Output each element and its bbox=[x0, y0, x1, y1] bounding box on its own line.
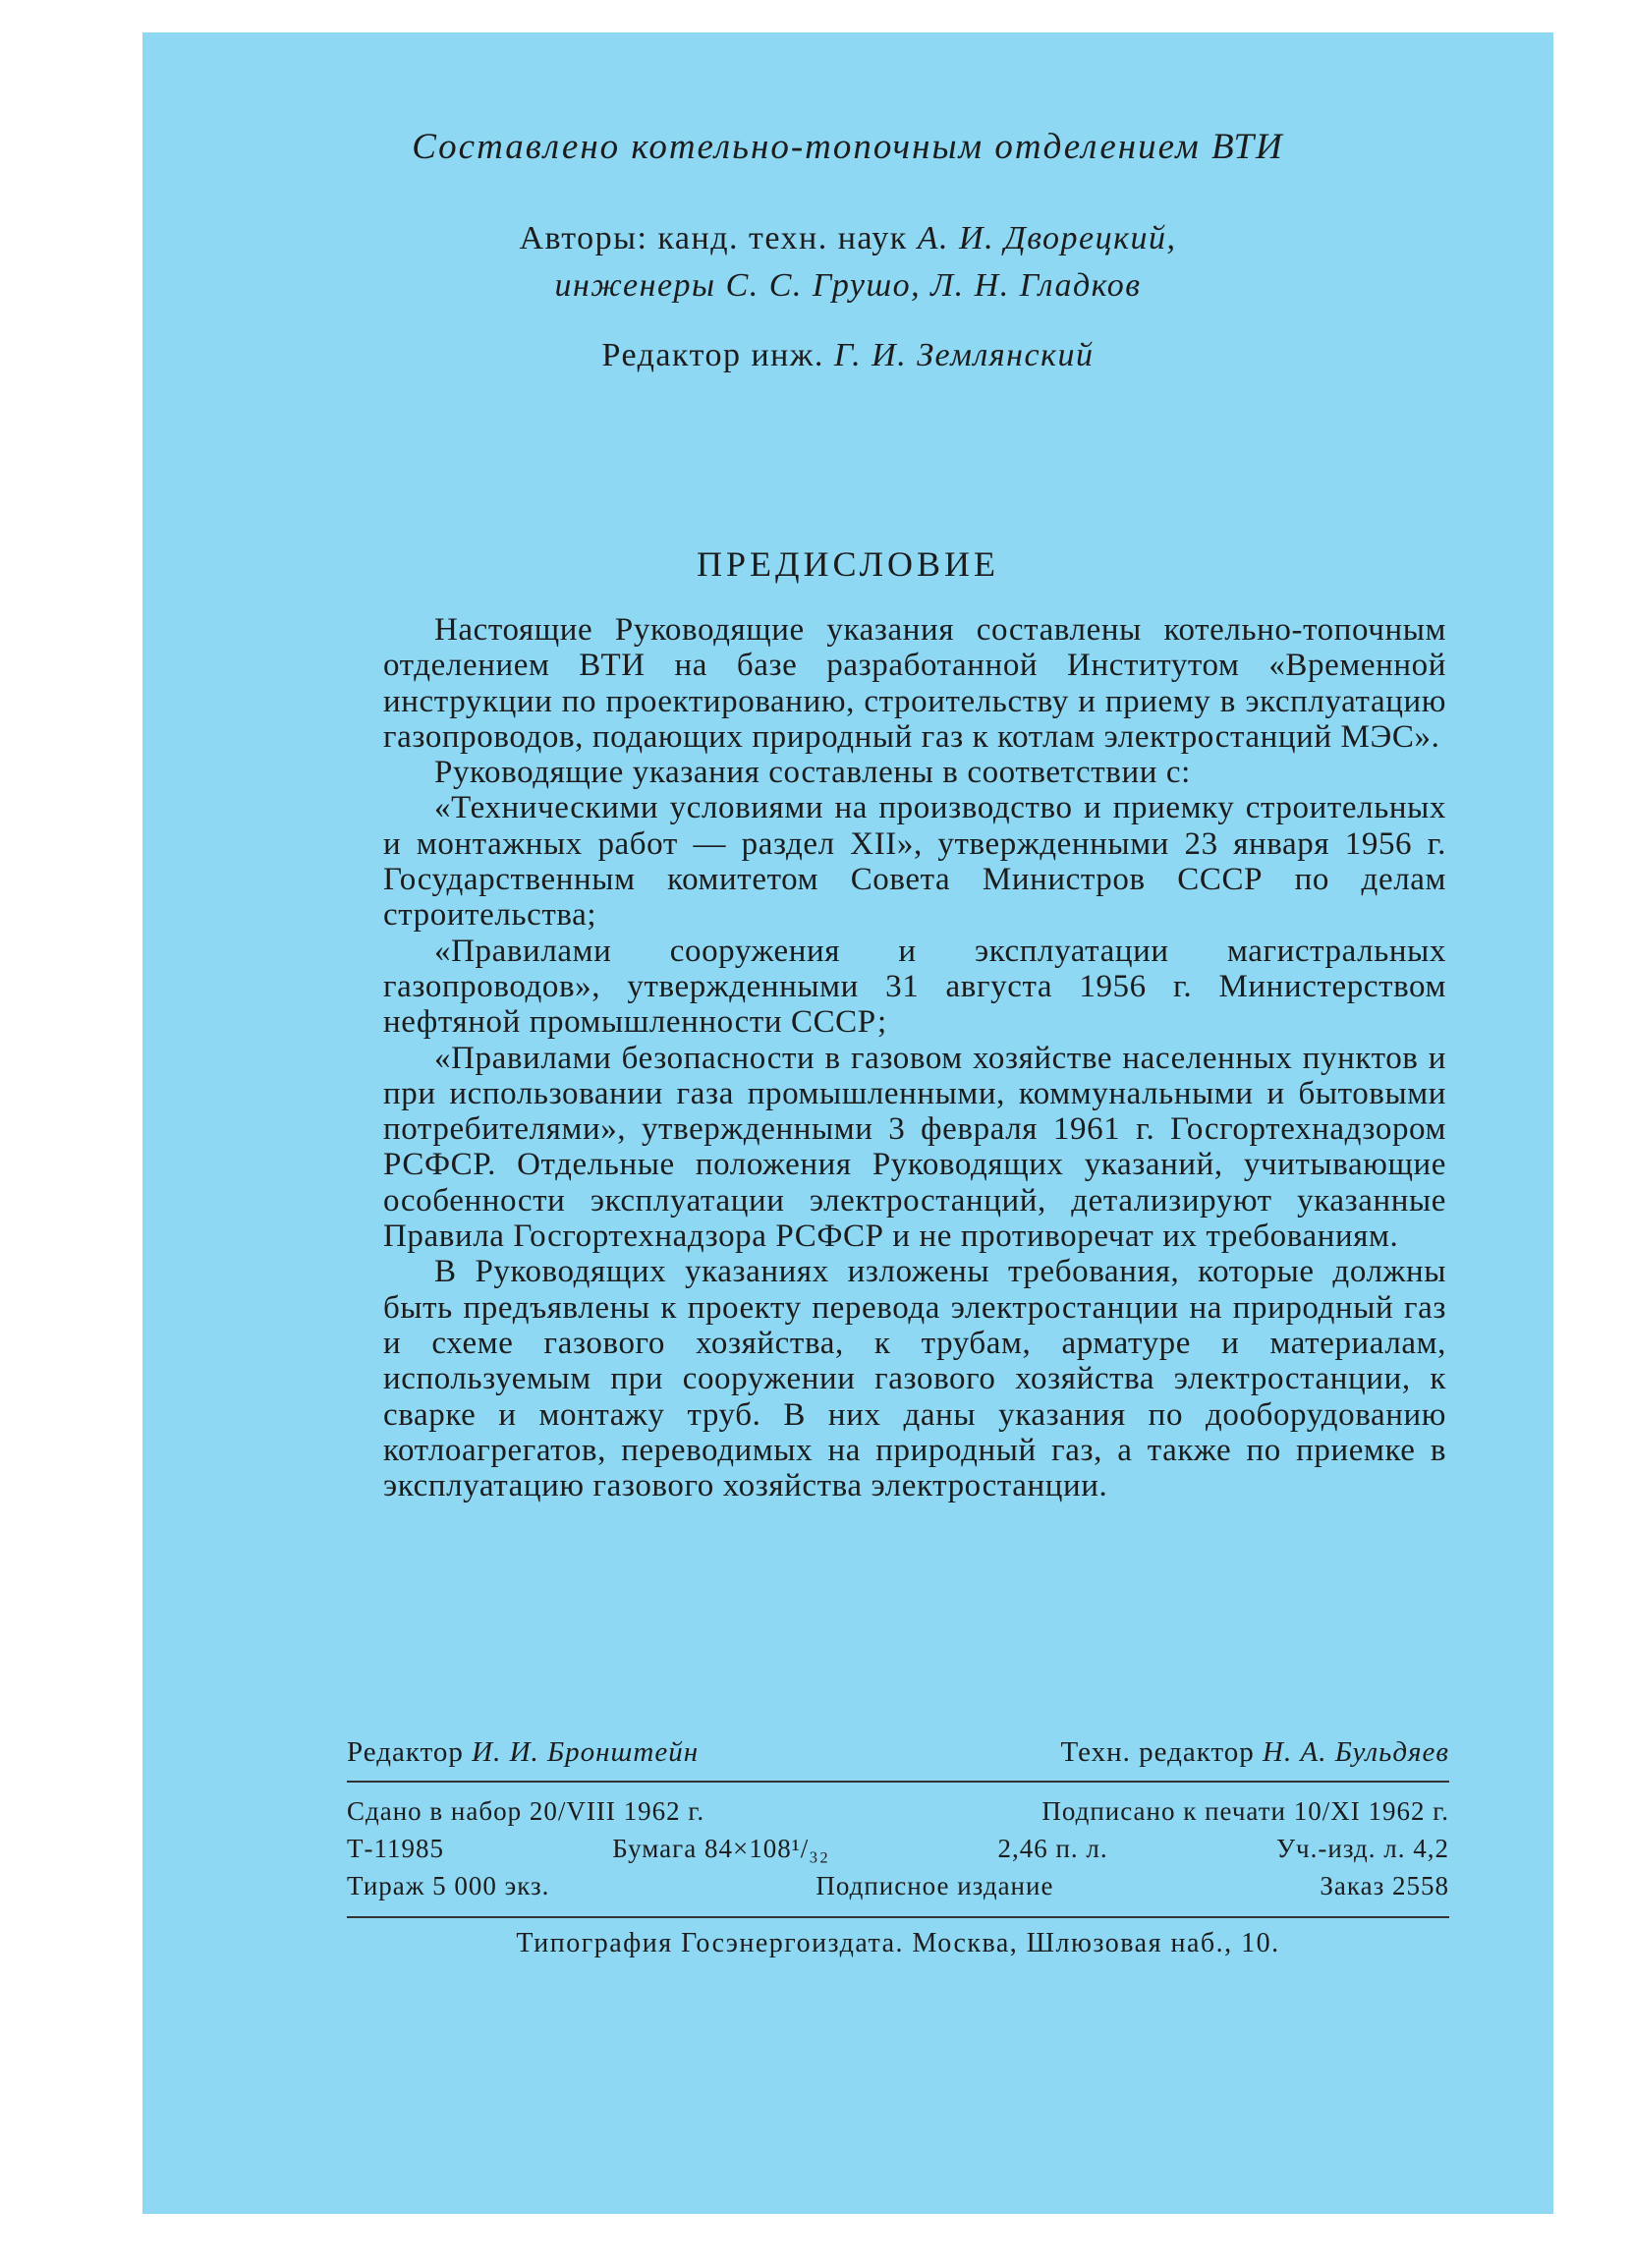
colophon-editor-name: И. И. Бронштейн bbox=[472, 1736, 700, 1768]
print-run: Тираж 5 000 экз. bbox=[347, 1871, 550, 1900]
colophon-rule-bottom bbox=[347, 1916, 1449, 1918]
author-engineers: С. С. Грушо, Л. Н. Гладков bbox=[725, 267, 1142, 304]
authors-block bbox=[142, 215, 1553, 310]
engineers-label: инженеры bbox=[554, 267, 716, 304]
preface-paragraph: В Руководящих указаниях изложены требования, которые должны быть предъявлены к проекту перевода электростанции на природный газ и схеме газового хозяйства, к трубам, арматуре и материалам, используемым при сооружении газового хозяйства электростанции, к сварке и монтажу труб. В них даны указания по дооборудованию котлоагрегатов, переводимых на природный газ, а также по приемке в эксплуатацию газового хозяйства электростанции. bbox=[383, 1254, 1446, 1504]
colophon-row bbox=[347, 1830, 1449, 1867]
preface-paragraph: Руководящие указания составлены в соответствии с: bbox=[434, 755, 1191, 791]
preface-paragraph: «Техническими условиями на производство и приемку строительных и монтажных работ — раздел XII», утвержденными 23 января 1956 г. Государственным комитетом Совета Министров СССР по делам строительства; bbox=[383, 790, 1446, 934]
printed-sheets: 2,46 п. л. bbox=[997, 1834, 1108, 1863]
editor-prefix: Редактор инж. bbox=[601, 337, 824, 373]
authors-prefix: Авторы: канд. техн. наук bbox=[519, 220, 908, 256]
page-sheet bbox=[142, 32, 1553, 2214]
editor-line bbox=[142, 337, 1553, 374]
preface-paragraph: «Правилами сооружения и эксплуатации магистральных газопроводов», утвержденными 31 августа 1956 г. Министерством нефтяной промышленности СССР; bbox=[383, 933, 1446, 1041]
editor-name: Г. И. Землянский bbox=[833, 337, 1095, 373]
colophon-editors bbox=[347, 1736, 1449, 1769]
colophon-row bbox=[347, 1867, 1449, 1904]
colophon-editor-prefix: Редактор bbox=[347, 1736, 464, 1768]
colophon-tech-editor bbox=[1061, 1736, 1449, 1769]
colophon-tech-editor-name: Н. А. Бульдяев bbox=[1263, 1736, 1449, 1768]
title-page-header bbox=[142, 126, 1553, 374]
subscription-edition: Подписное издание bbox=[816, 1871, 1054, 1900]
permit-number: Т-11985 bbox=[347, 1834, 444, 1863]
paper-format: Бумага 84×108¹/₃₂ bbox=[612, 1834, 830, 1863]
colophon-row bbox=[347, 1792, 1449, 1830]
printer-line: Типография Госэнергоиздата. Москва, Шлюзовая наб., 10. bbox=[516, 1928, 1280, 1958]
typesetting-date: Сдано в набор 20/VIII 1962 г. bbox=[347, 1796, 705, 1826]
order-number: Заказ 2558 bbox=[1320, 1871, 1449, 1900]
author-dvoretsky: А. И. Дворецкий, bbox=[917, 220, 1177, 256]
colophon-details bbox=[347, 1792, 1449, 1904]
preface-paragraph: «Правилами безопасности в газовом хозяйстве населенных пунктов и при использовании газа промышленными, коммунальными и бытовыми потребителями», утвержденными 3 февраля 1961 г. Госгортехнадзором РСФСР. Отдельные положения Руководящих указаний, учитывающие особенности эксплуатации электростанций, детализируют указанные Правила Госгортехнадзора РСФСР и не противоречат их требованиям. bbox=[383, 1040, 1446, 1255]
compiled-by-line: Составлено котельно-топочным отделением ВТИ bbox=[412, 127, 1284, 167]
colophon-editor bbox=[347, 1736, 699, 1769]
colophon bbox=[347, 1736, 1449, 1959]
colophon-tech-editor-prefix: Техн. редактор bbox=[1060, 1736, 1255, 1768]
preface-title: ПРЕДИСЛОВИЕ bbox=[696, 544, 1000, 584]
signed-to-print-date: Подписано к печати 10/XI 1962 г. bbox=[1041, 1796, 1449, 1826]
preface-body bbox=[383, 612, 1446, 1503]
publisher-sheets: Уч.-изд. л. 4,2 bbox=[1275, 1834, 1449, 1863]
colophon-rule-top bbox=[347, 1781, 1449, 1783]
preface-paragraph: Настоящие Руководящие указания составлены котельно-топочным отделением ВТИ на базе разработанной Институтом «Временной инструкции по проектированию, строительству и приему в эксплуатацию газопроводов, подающих природный газ к котлам электростанций МЭС». bbox=[383, 612, 1446, 755]
